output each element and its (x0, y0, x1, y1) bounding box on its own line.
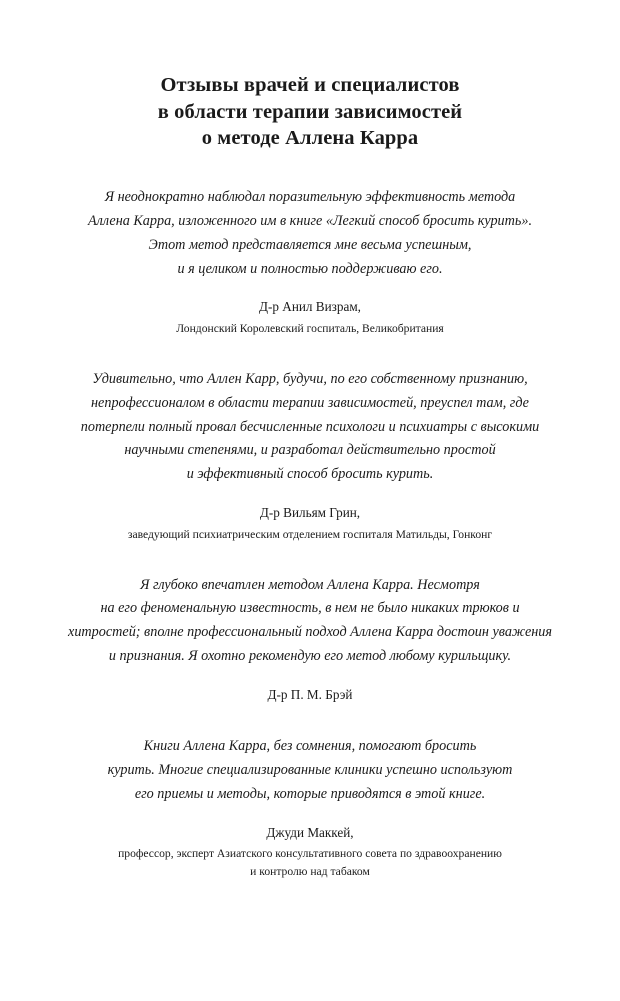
testimonial-quote (58, 735, 562, 807)
quote-line: Аллена Карра, изложенного им в книге «Легкий способ бросить курить». (88, 212, 532, 229)
testimonial-block (58, 368, 562, 544)
testimonial-role: Лондонский Королевский госпиталь, Великобритания (176, 321, 444, 335)
quote-line: Книги Аллена Карра, без сомнения, помогают бросить (143, 738, 477, 755)
testimonial-block (58, 735, 562, 881)
quote-line: и признания. Я охотно рекомендую его метод любому курильщику. (108, 648, 512, 665)
testimonial-author: Д-р Вильям Грин, (259, 505, 361, 521)
testimonial-quote (58, 186, 562, 281)
quote-line: научными степенями, и разработал действительно простой (124, 442, 496, 459)
quote-line: потерпели полный провал бесчисленные психологи и психиатры с высокими (80, 418, 540, 435)
quote-line: хитростей; вполне профессиональный подход Аллена Карра достоин уважения (68, 624, 552, 641)
quote-line: курить. Многие специализированные клиники успешно используют (107, 762, 513, 779)
page-title-line-2: в области терапии зависимостей (157, 100, 463, 123)
quote-line: на его феноменальную известность, в нем не было никаких трюков и (100, 600, 520, 617)
quote-line: Я неоднократно наблюдал поразительную эффективность метода (104, 188, 516, 205)
testimonial-role: заведующий психиатрическим отделением госпиталя Матильды, Гонконг (127, 527, 493, 541)
testimonial-quote (58, 368, 562, 487)
testimonial-role: профессор, эксперт Азиатского консультативного совета по здравоохранению (118, 847, 502, 861)
quote-line: его приемы и методы, которые приводятся в этой книге. (134, 786, 486, 803)
testimonial-attribution (58, 503, 562, 543)
page-title (58, 72, 562, 152)
testimonial-block (58, 186, 562, 338)
page-title-line-3: о методе Аллена Карра (201, 127, 419, 150)
quote-line: Этот метод представляется мне весьма успешным, (148, 236, 472, 253)
testimonial-attribution (58, 685, 562, 705)
testimonial-author: Джуди Маккей, (266, 824, 354, 840)
quote-line: и я целиком и полностью поддерживаю его. (177, 260, 443, 277)
testimonial-attribution (58, 297, 562, 337)
testimonial-author: Д-р П. М. Брэй (267, 686, 353, 702)
page-title-line-1: Отзывы врачей и специалистов (160, 74, 460, 96)
quote-line: Я глубоко впечатлен методом Аллена Карра. Несмотря (140, 576, 480, 593)
testimonial-role: и контролю над табаком (250, 865, 370, 879)
quote-line: непрофессионалом в области терапии зависимостей, преуспел там, где (91, 394, 529, 411)
testimonial-block (58, 574, 562, 706)
testimonial-attribution (58, 823, 562, 881)
testimonial-author: Д-р Анил Визрам, (259, 299, 361, 315)
quote-line: и эффективный способ бросить курить. (186, 466, 434, 483)
quote-line: Удивительно, что Аллен Карр, будучи, по его собственному признанию, (92, 370, 528, 387)
testimonial-quote (58, 574, 562, 669)
